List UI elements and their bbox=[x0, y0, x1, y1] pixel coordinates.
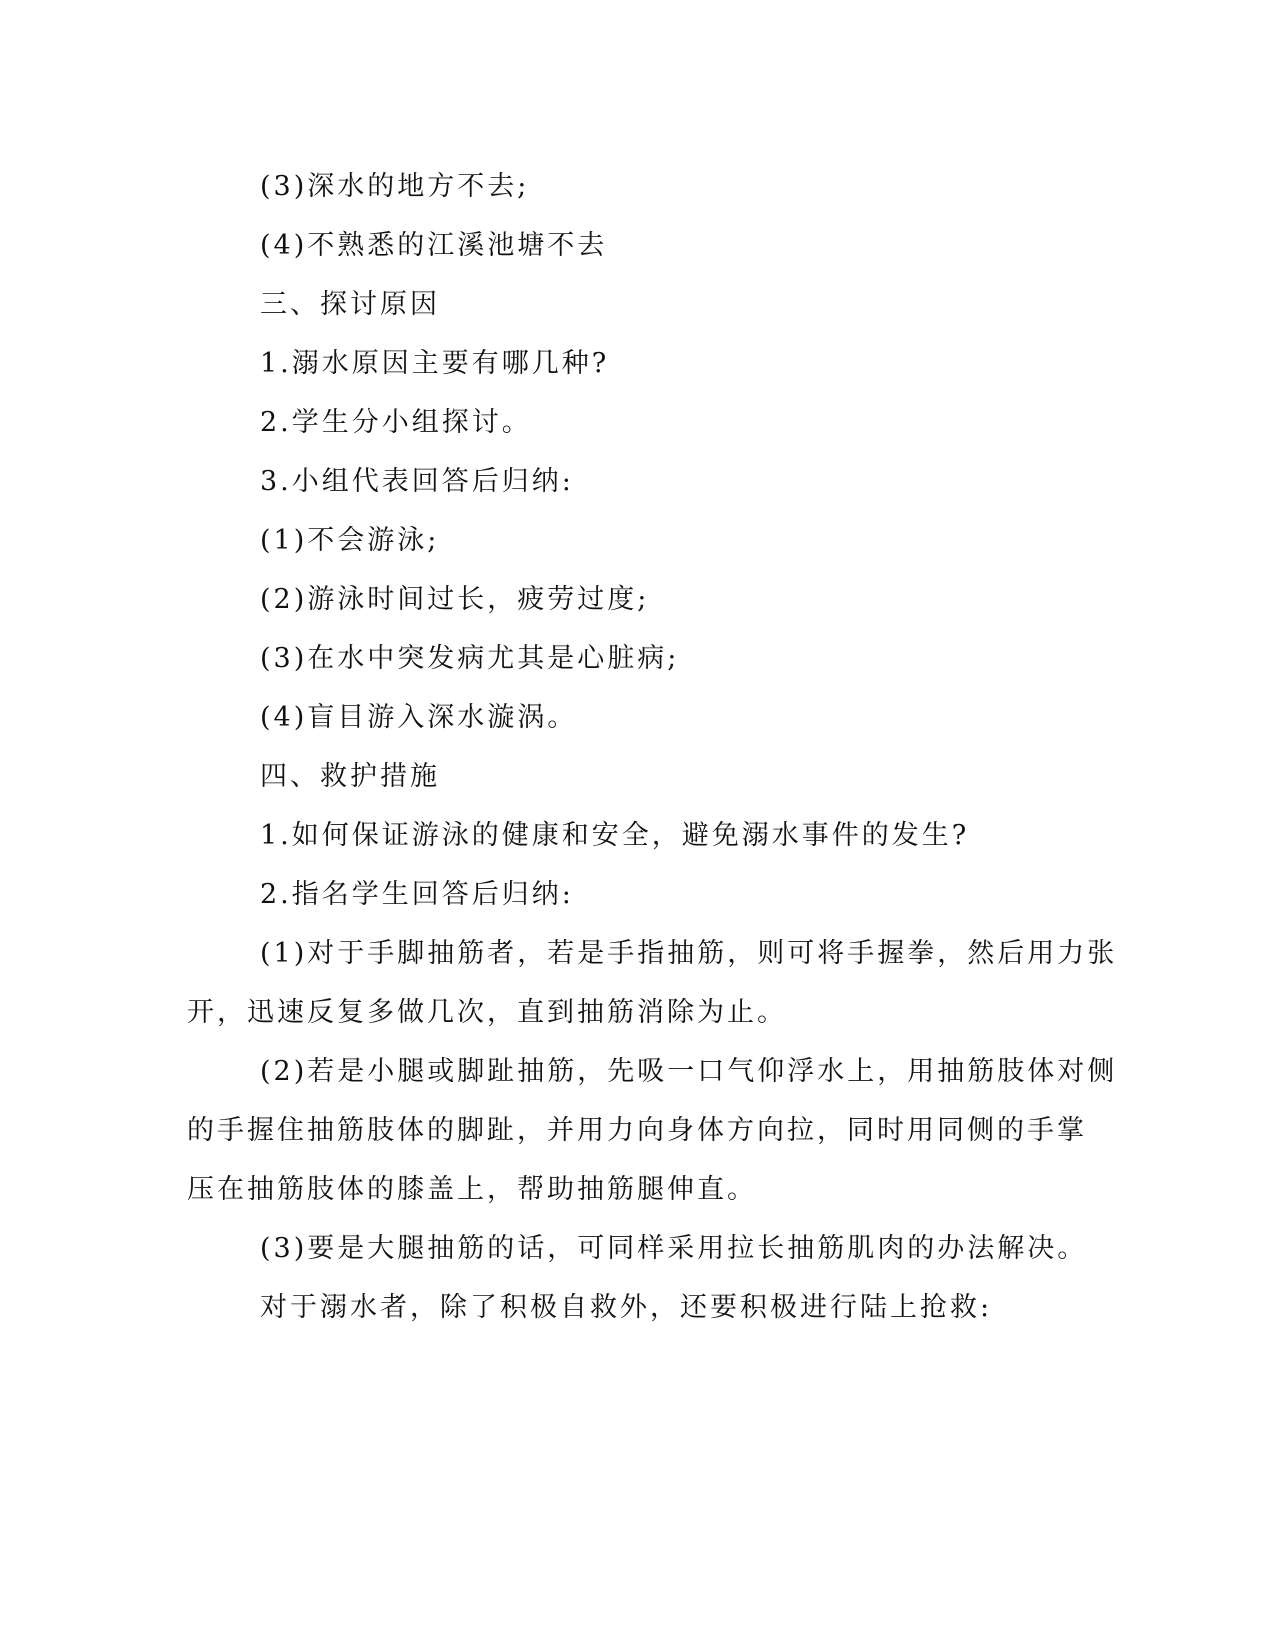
text-line: (2)游泳时间过长，疲劳过度; bbox=[260, 584, 650, 615]
text-line: (3)深水的地方不去; bbox=[260, 171, 530, 202]
text-line: 的手握住抽筋肢体的脚趾，并用力向身体方向拉，同时用同侧的手掌 bbox=[187, 1115, 1087, 1146]
text-line: (4)不熟悉的江溪池塘不去 bbox=[260, 230, 608, 261]
text-line: (1)不会游泳; bbox=[260, 525, 440, 556]
text-line: (2)若是小腿或脚趾抽筋，先吸一口气仰浮水上，用抽筋肢体对侧 bbox=[260, 1056, 1118, 1087]
text-line: 对于溺水者，除了积极自救外，还要积极进行陆上抢救: bbox=[260, 1292, 993, 1323]
text-line: (4)盲目游入深水漩涡。 bbox=[260, 702, 578, 733]
text-line: 1.溺水原因主要有哪几种? bbox=[260, 348, 610, 379]
section-heading: 四、救护措施 bbox=[260, 761, 440, 792]
text-line: 开，迅速反复多做几次，直到抽筋消除为止。 bbox=[187, 997, 787, 1028]
section-heading: 三、探讨原因 bbox=[260, 289, 440, 320]
text-line: 2.指名学生回答后归纳: bbox=[260, 879, 574, 910]
text-line: 3.小组代表回答后归纳: bbox=[260, 466, 574, 497]
text-line: 1.如何保证游泳的健康和安全，避免溺水事件的发生? bbox=[260, 820, 970, 851]
text-line: 2.学生分小组探讨。 bbox=[260, 407, 532, 438]
text-line: (1)对于手脚抽筋者，若是手指抽筋，则可将手握拳，然后用力张 bbox=[260, 938, 1118, 969]
text-line: (3)在水中突发病尤其是心脏病; bbox=[260, 643, 680, 674]
text-line: 压在抽筋肢体的膝盖上，帮助抽筋腿伸直。 bbox=[187, 1174, 757, 1205]
text-line: (3)要是大腿抽筋的话，可同样采用拉长抽筋肌肉的办法解决。 bbox=[260, 1233, 1088, 1264]
